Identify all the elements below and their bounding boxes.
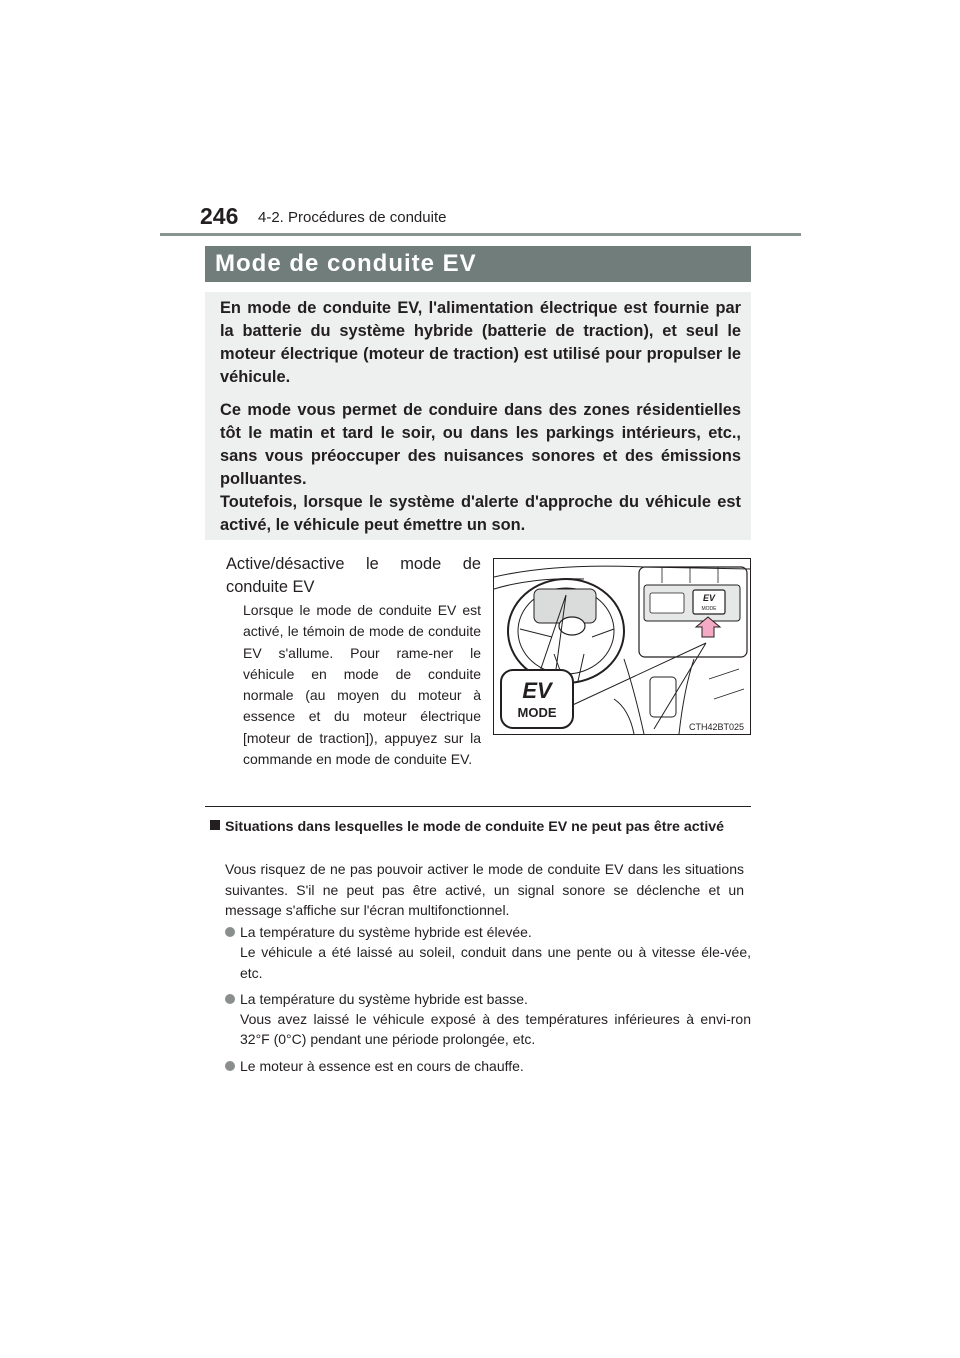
dashboard-drawing (494, 559, 750, 734)
section-divider (205, 806, 751, 807)
ev-mode-illustration (493, 558, 751, 735)
figure-code: CTH42BT025 (688, 722, 744, 732)
bullet-dot-icon (225, 927, 235, 937)
situations-body: Vous risquez de ne pas pouvoir activer le mode de conduite EV dans les situations suivantes. S'il ne peut pas être activé, un signal sonore se déclenche et un message s'affiche sur l'écran multifonctionnel. (225, 861, 744, 918)
steering-wheel (508, 579, 624, 683)
list-item-title: La température du système hybride est basse. (240, 990, 528, 1007)
intro-paragraph-2: Ce mode vous permet de conduire dans des zones résidentielles tôt le matin et tard le soir, ou dans les parkings intérieurs, etc., sans vous préoccuper des nuisances sonores et des émissions polluantes. (220, 401, 741, 488)
page-title: Mode de conduite EV (205, 246, 751, 282)
bullet-dot-icon (225, 1061, 235, 1071)
button-ev-label: EV (702, 593, 716, 603)
list-item (225, 989, 751, 1050)
list-item-detail: Le véhicule a été laissé au soleil, conduit dans une pente ou à vitesse éle-vée, etc. (240, 944, 751, 981)
square-bullet-icon (210, 820, 220, 830)
section-reference: 4-2. Procédures de conduite (258, 209, 447, 226)
bullet-dot-icon (225, 994, 235, 1004)
activate-description: Lorsque le mode de conduite EV est activé, le témoin de mode de conduite EV s'allume. Pour rame-ner le véhicule en mode de conduite normale (au moyen du moteur à essence et du moteur électrique [moteur de traction]), appuyez sur la commande en mode de conduite EV. (243, 602, 481, 768)
list-item (225, 922, 751, 983)
button-mode-label: MODE (701, 606, 717, 612)
callout-mode-text: MODE (517, 705, 557, 720)
situations-heading-text: Situations dans lesquelles le mode de conduite EV ne peut pas être activé (225, 819, 725, 835)
activate-title: Active/désactive le mode de conduite EV (226, 555, 481, 596)
callout-leader-right (564, 643, 706, 729)
header-divider (160, 233, 801, 236)
page-number: 246 (200, 203, 239, 229)
callout-ev-text: EV (522, 678, 552, 703)
intro-box (205, 292, 751, 540)
intro-paragraph-3: Toutefois, lorsque le système d'alerte d'approche du véhicule est activé, le véhicule peut émettre un son. (220, 493, 741, 534)
list-item-detail: Vous avez laissé le véhicule exposé à des températures inférieures à envi-ron 32°F (0°C) pendant une période prolongée, etc. (240, 1011, 751, 1048)
situations-heading (210, 817, 750, 837)
intro-paragraph-1: En mode de conduite EV, l'alimentation électrique est fournie par la batterie du système hybride (batterie de traction), et seul le moteur électrique (moteur de traction) est utilisé pour propulser le véhicule. (220, 299, 741, 386)
list-item-title: Le moteur à essence est en cours de chauffe. (240, 1057, 524, 1074)
situations-list (225, 922, 751, 1082)
list-item (225, 1056, 751, 1076)
list-item-title: La température du système hybride est élevée. (240, 924, 532, 940)
center-console-panel (639, 567, 747, 657)
